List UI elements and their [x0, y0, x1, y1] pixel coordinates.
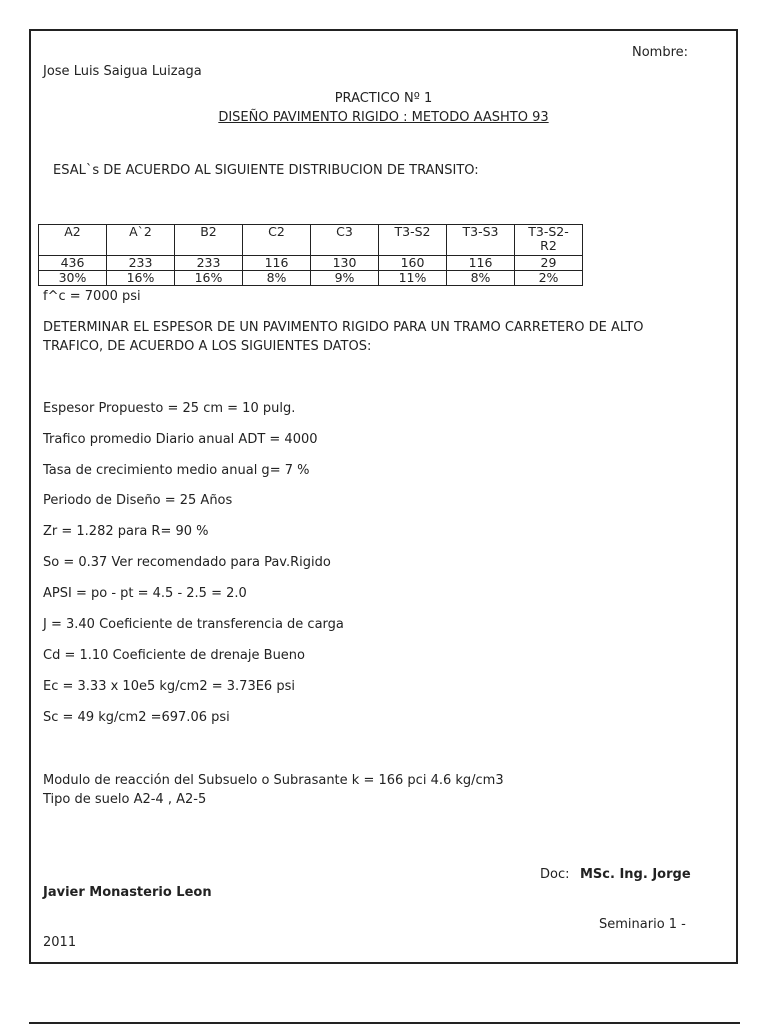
seminario-label: Seminario 1 - [599, 917, 686, 932]
year-label: 2011 [43, 935, 77, 950]
percent-cell: 16% [175, 271, 243, 286]
percent-cell: 9% [311, 271, 379, 286]
header-cell: T3-S2 [379, 225, 447, 256]
header-cell-multiline [515, 225, 583, 256]
author-name: Javier Monasterio Leon [43, 885, 212, 900]
percent-cell: 2% [515, 271, 583, 286]
data-line-sc: Sc = 49 kg/cm2 =697.06 psi [43, 710, 230, 725]
table-row-counts [39, 256, 583, 271]
header-line: R2 [540, 238, 557, 253]
student-name: Jose Luis Saigua Luizaga [43, 64, 202, 79]
count-cell: 160 [379, 256, 447, 271]
data-line-adt: Trafico promedio Diario anual ADT = 4000 [43, 432, 318, 447]
count-cell: 116 [243, 256, 311, 271]
header-line: T3-S2- [528, 224, 569, 239]
percent-cell: 30% [39, 271, 107, 286]
subsuelo-line-1: Modulo de reacción del Subsuelo o Subrasante k = 166 pci 4.6 kg/cm3 [43, 773, 504, 788]
count-cell: 233 [175, 256, 243, 271]
practico-title: PRACTICO Nº 1 [334, 91, 433, 106]
doc-label: Doc: [540, 867, 570, 882]
subsuelo-line-2: Tipo de suelo A2-4 , A2-5 [43, 792, 207, 807]
header-cell: T3-S3 [447, 225, 515, 256]
header-cell: A2 [39, 225, 107, 256]
table-row-percents [39, 271, 583, 286]
count-cell: 116 [447, 256, 515, 271]
table-header-row [39, 225, 583, 256]
data-line-cd: Cd = 1.10 Coeficiente de drenaje Bueno [43, 648, 305, 663]
count-cell: 29 [515, 256, 583, 271]
data-line-espesor: Espesor Propuesto = 25 cm = 10 pulg. [43, 401, 296, 416]
data-line-j: J = 3.40 Coeficiente de transferencia de carga [43, 617, 344, 632]
esal-distribution-table [38, 224, 583, 286]
document-subtitle: DISEÑO PAVIMENTO RIGIDO : METODO AASHTO 93 [218, 110, 549, 125]
data-line-zr: Zr = 1.282 para R= 90 % [43, 524, 209, 539]
data-line-ec: Ec = 3.33 x 10e5 kg/cm2 = 3.73E6 psi [43, 679, 295, 694]
count-cell: 130 [311, 256, 379, 271]
header-cell: C3 [311, 225, 379, 256]
count-cell: 233 [107, 256, 175, 271]
header-cell: B2 [175, 225, 243, 256]
instructions-line-1: DETERMINAR EL ESPESOR DE UN PAVIMENTO RIGIDO PARA UN TRAMO CARRETERO DE ALTO [43, 320, 644, 335]
instructions-line-2: TRAFICO, DE ACUERDO A LOS SIGUIENTES DATOS: [43, 339, 372, 354]
percent-cell: 8% [447, 271, 515, 286]
percent-cell: 11% [379, 271, 447, 286]
data-line-so: So = 0.37 Ver recomendado para Pav.Rigido [43, 555, 331, 570]
nombre-label: Nombre: [632, 45, 689, 60]
data-line-tasa: Tasa de crecimiento medio anual g= 7 % [43, 463, 310, 478]
data-line-apsi: APSI = po - pt = 4.5 - 2.5 = 2.0 [43, 586, 247, 601]
count-cell: 436 [39, 256, 107, 271]
data-line-periodo: Periodo de Diseño = 25 Años [43, 493, 233, 508]
esal-intro: ESAL`s DE ACUERDO AL SIGUIENTE DISTRIBUCION DE TRANSITO: [53, 163, 479, 178]
percent-cell: 16% [107, 271, 175, 286]
document-page [29, 29, 738, 964]
percent-cell: 8% [243, 271, 311, 286]
subtitle-wrap [31, 110, 736, 126]
doc-name: MSc. Ing. Jorge [580, 867, 691, 882]
header-cell: C2 [243, 225, 311, 256]
fc-line: f^c = 7000 psi [43, 289, 141, 304]
header-cell: A`2 [107, 225, 175, 256]
